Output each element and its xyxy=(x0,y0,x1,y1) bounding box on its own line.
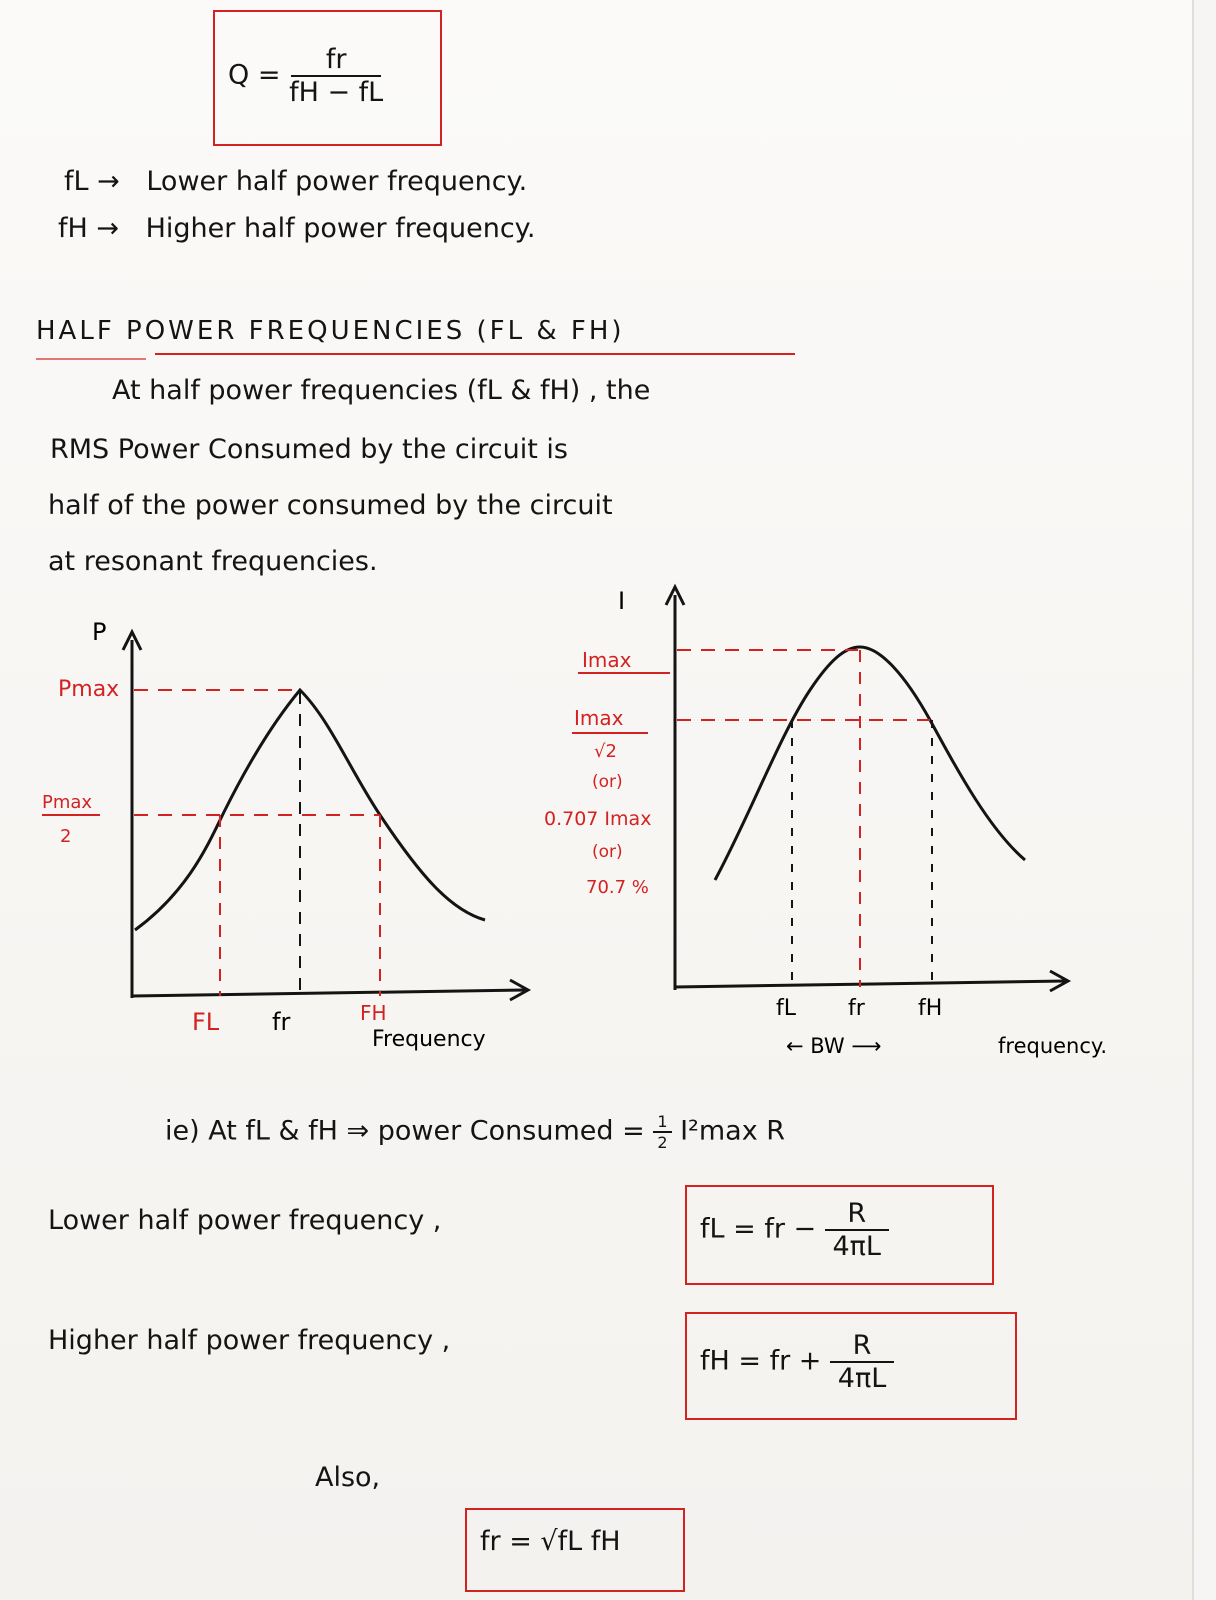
imax-root-den: √2 xyxy=(594,741,617,762)
lower-label: Lower half power frequency , xyxy=(48,1205,442,1236)
half-num: 1 xyxy=(653,1112,671,1133)
current-curve xyxy=(715,647,1025,880)
def-fh-text: Higher half power frequency. xyxy=(145,213,536,244)
paragraph-line-1: At half power frequencies (fL & fH) , the xyxy=(112,375,651,406)
q-formula xyxy=(228,44,383,108)
fr-formula: fr = √fL fH xyxy=(480,1526,621,1557)
or-label-1: (or) xyxy=(592,772,623,792)
heading-underline-short xyxy=(36,358,146,360)
i-x-axis xyxy=(675,981,1065,987)
bw-label: ← BW ⟶ xyxy=(786,1034,882,1058)
p-x-label: Frequency xyxy=(372,1027,486,1052)
def-fh-symbol: fH → xyxy=(58,213,120,244)
pmax-label: Pmax xyxy=(58,677,120,702)
heading-underline xyxy=(155,353,795,355)
or-label-2: (or) xyxy=(592,842,623,862)
q-fraction xyxy=(289,44,383,108)
p-fh-label: FH xyxy=(360,1001,387,1025)
def-fl xyxy=(64,166,527,197)
higher-formula xyxy=(700,1330,894,1394)
power-graph xyxy=(20,610,540,1070)
paragraph-line-2: RMS Power Consumed by the circuit is xyxy=(50,434,568,465)
imax-label: Imax xyxy=(582,648,632,672)
i-axis-label: I xyxy=(618,587,626,615)
def-fh xyxy=(58,213,535,244)
paragraph-line-4: at resonant frequencies. xyxy=(48,546,378,577)
power-consumed-text: ie) At fL & fH ⇒ power Consumed = xyxy=(165,1115,645,1147)
power-curve xyxy=(135,690,485,930)
i-fr-label: fr xyxy=(848,996,865,1021)
higher-label: Higher half power frequency , xyxy=(48,1325,451,1356)
def-fl-symbol: fL → xyxy=(64,166,120,197)
lower-den: 4πL xyxy=(832,1231,881,1262)
lower-num: R xyxy=(825,1198,889,1231)
paragraph-line-3: half of the power consumed by the circuit xyxy=(48,490,613,521)
power-consumed-rest: I²max R xyxy=(680,1115,786,1147)
higher-num: R xyxy=(830,1330,894,1363)
lower-lhs: fL = fr − xyxy=(700,1213,817,1245)
lower-formula xyxy=(700,1198,889,1262)
imax-root-num: Imax xyxy=(574,706,624,730)
higher-den: 4πL xyxy=(837,1363,887,1394)
higher-lhs: fH = fr + xyxy=(700,1345,822,1377)
higher-fraction xyxy=(830,1330,894,1394)
q-denominator: fH − fL xyxy=(289,77,384,108)
half-den: 2 xyxy=(657,1133,668,1152)
def-fl-text: Lower half power frequency. xyxy=(146,166,528,197)
pct-label: 70.7 % xyxy=(586,877,649,898)
p-fr-label: fr xyxy=(272,1008,291,1036)
i-fh-label: fH xyxy=(918,996,943,1021)
q-lhs: Q = xyxy=(228,59,281,91)
i-x-label: frequency. xyxy=(998,1034,1108,1058)
also-label: Also, xyxy=(315,1462,381,1493)
pct-imax-label: 0.707 Imax xyxy=(544,808,652,830)
p-axis-label: P xyxy=(92,618,107,646)
lower-fraction xyxy=(825,1198,889,1262)
half-fraction xyxy=(653,1112,671,1152)
p-fl-label: FL xyxy=(192,1008,220,1036)
pmax-half-num: Pmax xyxy=(42,792,93,813)
pmax-half-den: 2 xyxy=(60,826,72,847)
power-consumed-line xyxy=(165,1112,785,1152)
i-fl-label: fL xyxy=(776,996,797,1021)
p-x-axis xyxy=(132,990,525,996)
q-numerator: fr xyxy=(291,44,381,77)
current-graph xyxy=(530,575,1150,1075)
section-heading: HALF POWER FREQUENCIES (FL & FH) xyxy=(36,316,625,346)
